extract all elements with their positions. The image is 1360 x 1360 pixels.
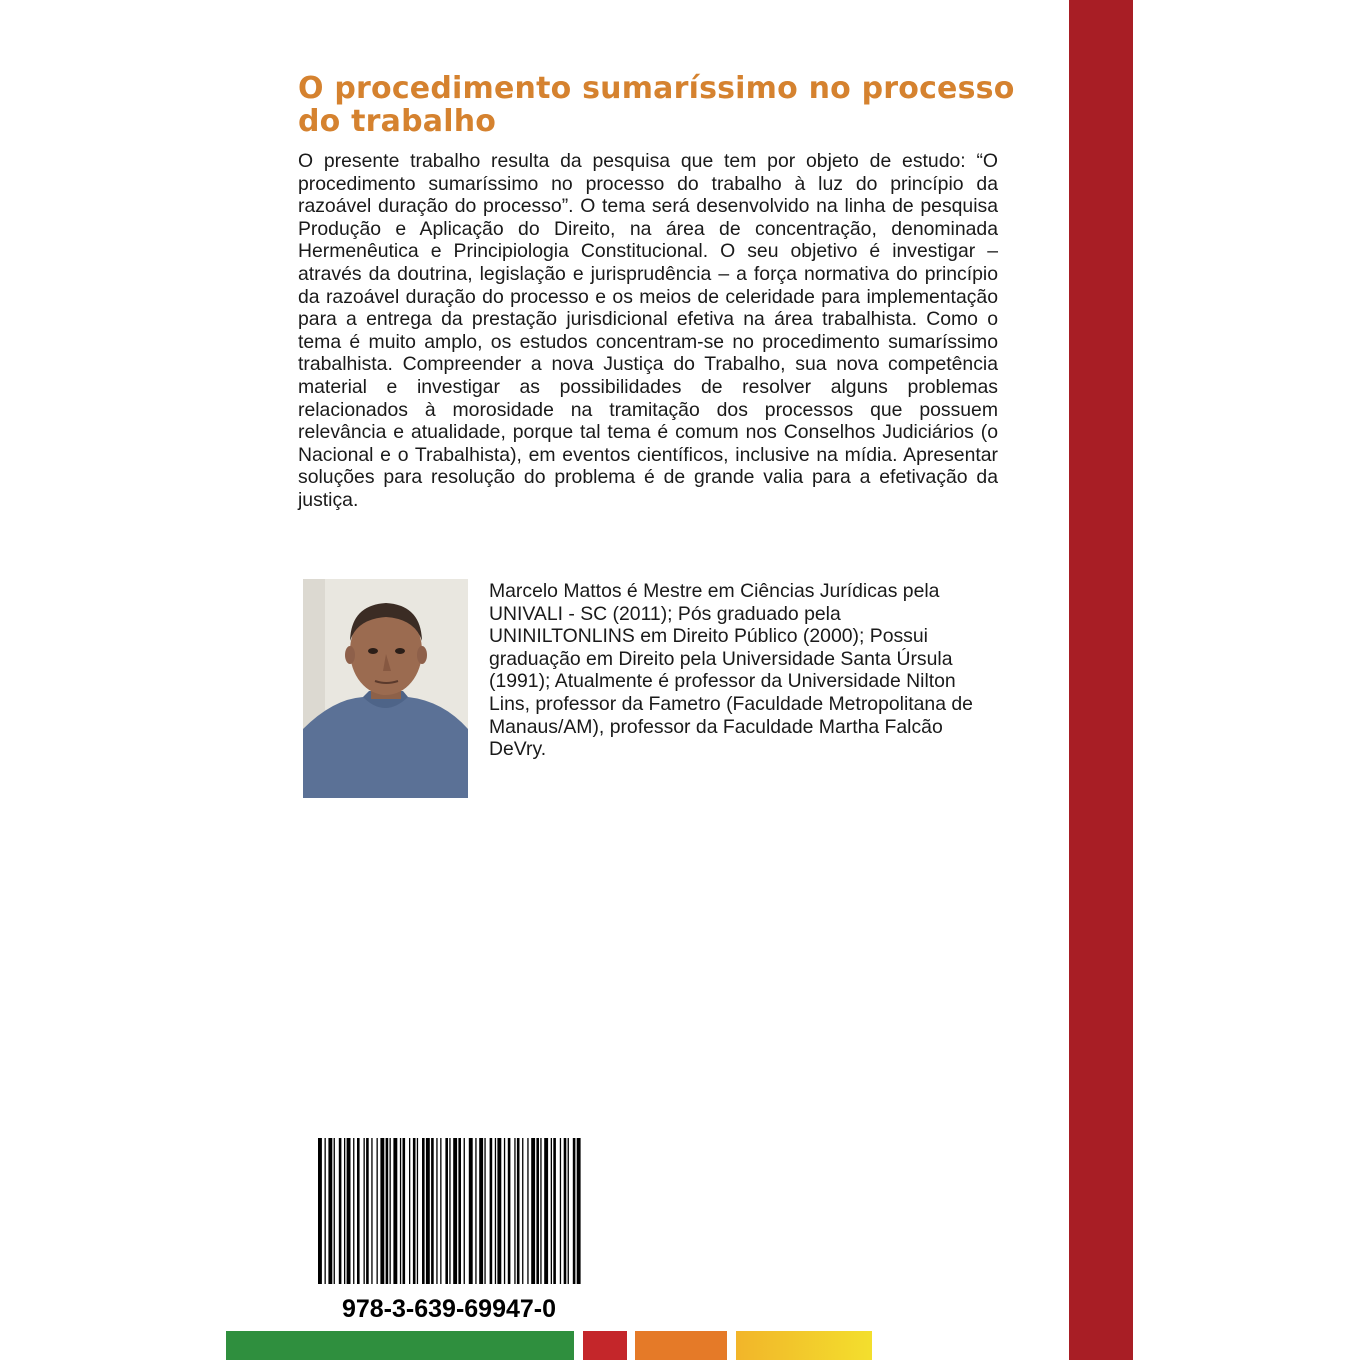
barcode-bar [353,1138,354,1284]
barcode-bar [436,1138,437,1284]
barcode-bar [334,1138,335,1284]
barcode-bar [422,1138,425,1284]
barcode-bar [531,1138,535,1284]
barcode-bar [364,1138,365,1284]
barcode-bar [564,1138,567,1284]
barcode-bar [497,1138,501,1284]
barcode-bar [490,1138,493,1284]
barcode-bar [551,1138,552,1284]
barcode-bar [458,1138,461,1284]
barcode-bar [479,1138,483,1284]
book-title: O procedimento sumaríssimo no processo do trabalho [298,71,1015,139]
barcode-bar [431,1138,434,1284]
barcode-bar [536,1138,539,1284]
color-stripe-orange [635,1331,727,1360]
barcode-bar [453,1138,457,1284]
barcode-bar [417,1138,418,1284]
barcode-bar [393,1138,397,1284]
barcode-bar [390,1138,391,1284]
spine-band [1069,0,1133,1360]
barcode-bar [553,1138,556,1284]
barcode-bar [508,1138,511,1284]
barcode-bar [371,1138,372,1284]
barcode-bar [495,1138,496,1284]
barcode-bar [577,1138,581,1284]
barcode-bar [339,1138,342,1284]
isbn-number: 978-3-639-69947-0 [341,1295,557,1323]
barcode-bar [380,1138,384,1284]
barcode-bar [413,1138,416,1284]
barcode-bar [517,1138,520,1284]
barcode-bar [445,1138,448,1284]
barcode-bar [568,1138,569,1284]
barcode-bar [357,1138,360,1284]
barcode-bar [403,1138,406,1284]
author-bio: Marcelo Mattos é Mestre em Ciências Jurídicas pela UNIVALI - SC (2011); Pós graduado pela UNINILTONLINS em Direito Público (2000); Possui graduação em Direito pela Universidade Santa Úrsula (1991); Atualmente é professor da Universidade Nilton Lins, professor da Fametro (Faculdade Metropolitana de Manaus/AM), professor da Faculdade Martha Falcão DeVry. [489,580,973,761]
barcode-bar [328,1138,332,1284]
book-abstract: O presente trabalho resulta da pesquisa que tem por objeto de estudo: “O procedimento sumaríssimo no processo do trabalho à luz do princípio da razoável duração do processo”. O tema será desenvolvido na linha de pesquisa Produção e Aplicação do Direito, na área de concentração, denominada Hermenêutica e Principiologia Constitucional. O seu objetivo é investigar – através da doutrina, legislação e jurisprudência – a força normativa do princípio da razoável duração do processo e os meios de celeridade para implementação para a entrega da prestação jurisdicional efetiva na área trabalhista. Como o tema é muito amplo, os estudos concentram-se no procedimento sumaríssimo trabalhista. Compreender a nova Justiça do Trabalho, sua nova competência material e investigar as possibilidades de resolver alguns problemas relacionados à morosidade na tramitação dos processos que possuem relevância e atualidade, porque tal tema é comum nos Conselhos Judiciários (o Nacional e o Trabalhista), em eventos científicos, inclusive na mídia. Apresentar soluções para resolução do problema é de grande valia para a efetivação da justiça. [298,150,998,511]
barcode-bar [347,1138,351,1284]
barcode-bar [469,1138,473,1284]
barcode-bar [409,1138,410,1284]
barcode-bar [514,1138,515,1284]
barcode-bar [366,1138,369,1284]
barcode-bar [544,1138,548,1284]
barcode-bar [440,1138,441,1284]
author-photo [303,579,468,798]
barcode-bar [527,1138,528,1284]
barcode-bar [377,1138,378,1284]
isbn-barcode [316,1138,582,1284]
barcode-bar [504,1138,505,1284]
barcode-bar [386,1138,389,1284]
color-stripe-green [226,1331,574,1360]
barcode-bar [560,1138,561,1284]
barcode-bar [449,1138,450,1284]
barcode-bar [484,1138,485,1284]
barcode-bar [325,1138,326,1284]
barcode-bar [318,1138,322,1284]
barcode-bar [475,1138,476,1284]
barcode-bar [522,1138,523,1284]
color-stripe-yellow [736,1331,872,1360]
barcode-bar [540,1138,541,1284]
barcode-bar [573,1138,576,1284]
color-stripe-red [583,1331,627,1360]
barcode-bar [344,1138,345,1284]
barcode-bar [464,1138,465,1284]
barcode-bar [400,1138,401,1284]
barcode-bar [426,1138,430,1284]
